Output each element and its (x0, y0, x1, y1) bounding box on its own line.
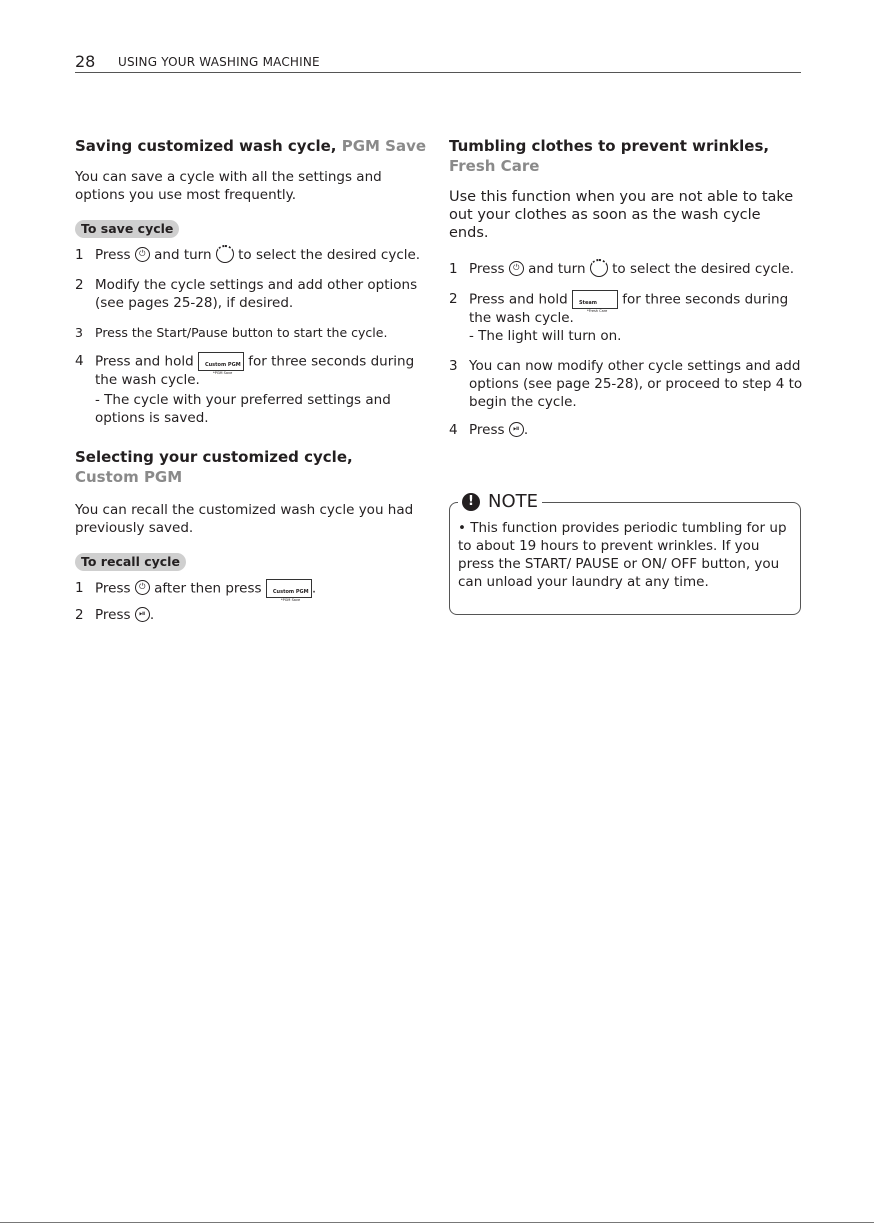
note-header (458, 491, 542, 513)
save-step-2: 2 Modify the cycle settings and add other options (see pages 25-28), if desired. (75, 277, 418, 311)
fresh-care-intro: Use this function when you are not able to take out your clothes as soon as the wash cycle ends. (449, 189, 794, 241)
power-icon: ⏻ (135, 580, 150, 595)
custom-pgm-intro: You can recall the customized wash cycle you had previously saved. (75, 502, 414, 536)
fresh-step-1: 1 Press ⏻ and turn to select the desired cycle. (449, 261, 795, 277)
power-icon: ⏻ (135, 247, 150, 262)
save-step-4-note: - The cycle with your preferred settings and options is saved. (95, 392, 391, 426)
note-text: • This function provides periodic tumbling for up to about 19 hours to prevent wrinkles. If you press the START/ PAUSE or ON/ OFF button, you can unload your laundry at any time. (458, 520, 787, 590)
note-box (449, 491, 801, 615)
custom-pgm-button-icon: Custom PGM *PGM Save (198, 352, 244, 371)
save-cycle-pill: To save cycle (75, 220, 179, 238)
page-number: 28 (75, 52, 96, 71)
footer-rule (0, 1222, 874, 1223)
steam-button-icon: Steam *Fresh Care (572, 290, 618, 309)
power-icon: ⏻ (509, 261, 524, 276)
save-step-3: 3 Press the Start/Pause button to start the cycle. (75, 325, 388, 340)
custom-pgm-button-icon: Custom PGM *PGM Save (266, 579, 312, 598)
fresh-step-2: 2 Press and hold Steam *Fresh Care for three seconds during the wash cycle. (449, 291, 789, 326)
recall-step-1: 1 Press ⏻ after then press Custom PGM *PGM Save . (75, 580, 317, 602)
start-pause-icon: ⏯ (509, 422, 524, 437)
fresh-care-heading: Tumbling clothes to prevent wrinkles, Fresh Care (449, 137, 770, 175)
right-column (449, 136, 804, 439)
fresh-step-2-note: - The light will turn on. (469, 328, 622, 344)
dial-icon (216, 245, 234, 263)
recall-step-2: 2 Press ⏯ . (75, 607, 155, 623)
start-pause-icon: ⏯ (135, 607, 150, 622)
dial-icon (590, 259, 608, 277)
recall-cycle-pill: To recall cycle (75, 553, 186, 571)
page-header (75, 52, 801, 73)
pgm-save-intro: You can save a cycle with all the settings and options you use most frequently. (75, 169, 382, 203)
exclamation-icon: ! (462, 493, 480, 511)
save-step-4: 4 Press and hold Custom PGM *PGM Save for three seconds during the wash cycle. (75, 353, 415, 388)
fresh-step-3: 3 You can now modify other cycle settings and add options (see page 25-28), or proceed to step 4 to begin the cycle. (449, 358, 803, 410)
note-heading: NOTE (488, 491, 539, 512)
left-column (75, 136, 435, 624)
custom-pgm-heading: Selecting your customized cycle, Custom PGM (75, 448, 353, 486)
pgm-save-heading: Saving customized wash cycle, PGM Save (75, 137, 427, 155)
section-title: USING YOUR WASHING MACHINE (118, 55, 320, 69)
fresh-step-4: 4 Press ⏯ . (449, 422, 529, 438)
save-step-1: 1 Press ⏻ and turn to select the desired cycle. (75, 247, 421, 263)
